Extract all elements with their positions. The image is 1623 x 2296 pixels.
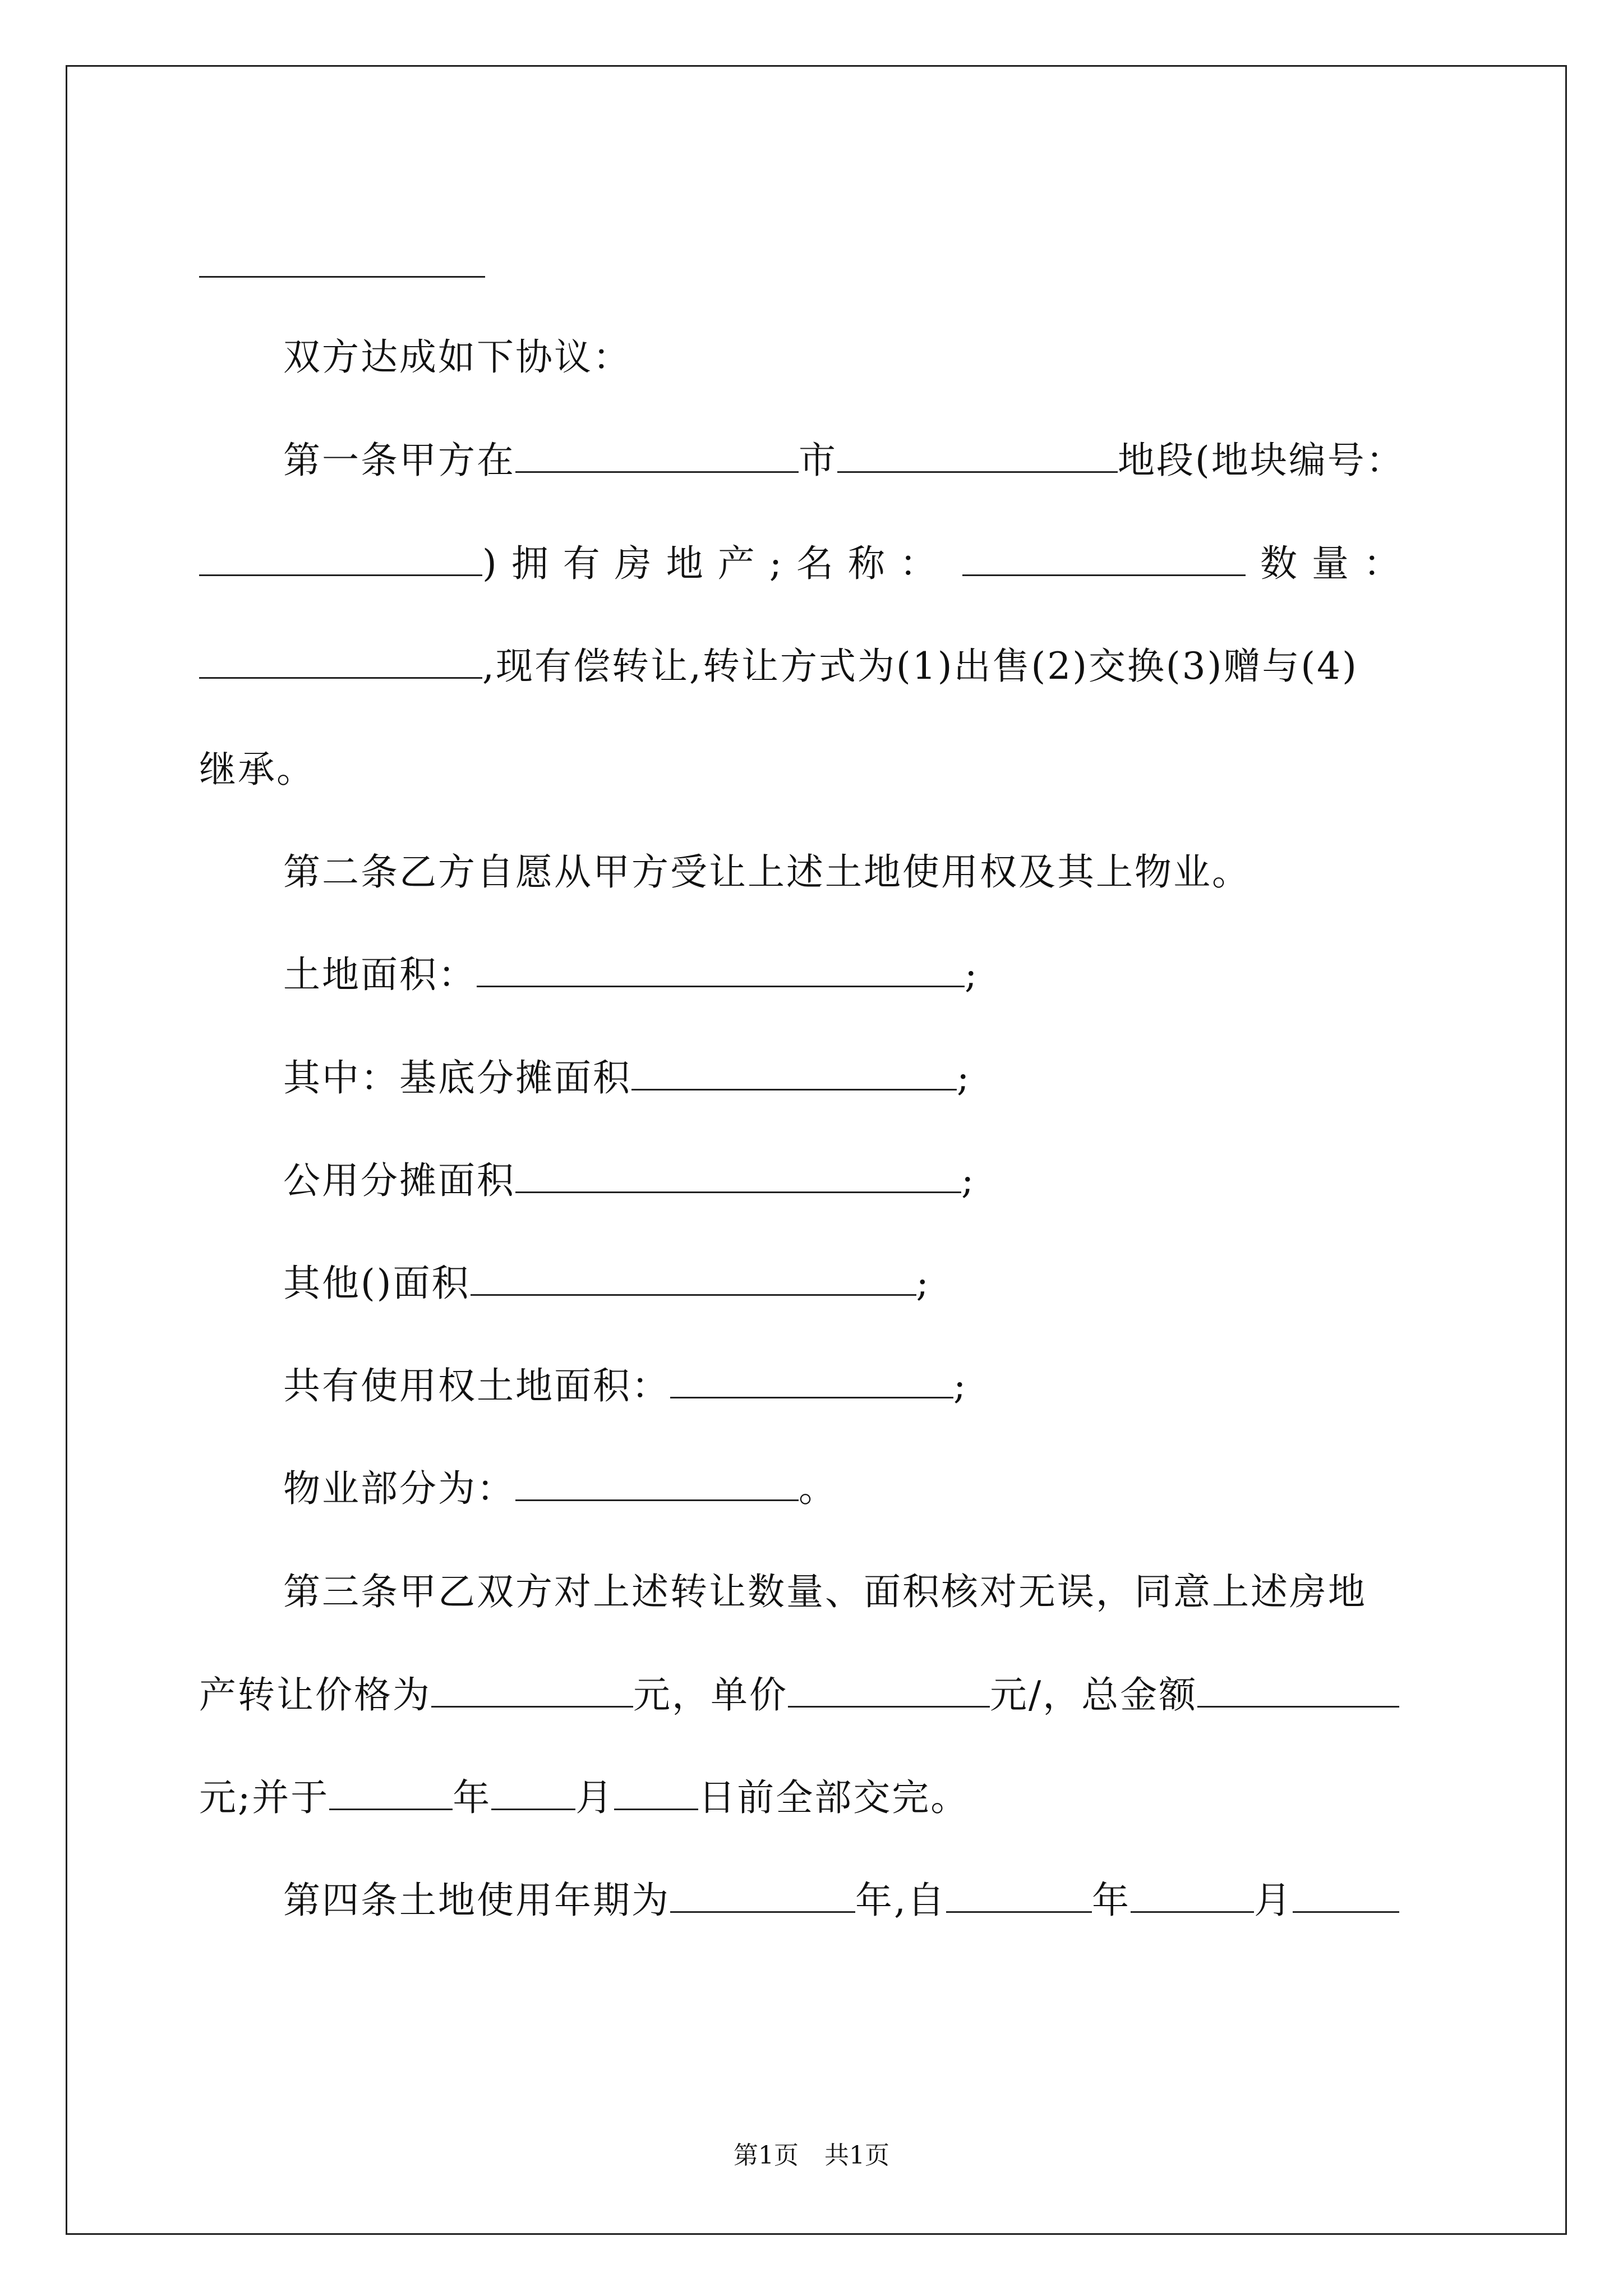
fill-blank xyxy=(1293,1881,1399,1913)
article-3-line-3 xyxy=(199,1775,1433,1820)
text: 月 xyxy=(1253,1879,1293,1922)
fill-blank xyxy=(515,1469,799,1501)
text: 元;并于 xyxy=(199,1776,330,1819)
property-part-line xyxy=(283,1466,1517,1511)
fill-blank xyxy=(670,1881,855,1913)
text: 其他()面积 xyxy=(283,1262,471,1305)
fill-blank xyxy=(837,441,1118,473)
fill-blank xyxy=(614,1778,698,1810)
text: ; xyxy=(916,1262,930,1305)
text: ; xyxy=(965,953,979,996)
article-1-line-1 xyxy=(283,438,1517,483)
text: 。 xyxy=(799,1467,837,1510)
fill-blank xyxy=(431,1676,633,1708)
text: 年 xyxy=(1091,1879,1131,1922)
article-1-line-4: 继承。 xyxy=(199,748,315,791)
fill-blank xyxy=(329,1778,453,1810)
text: ; xyxy=(961,1159,976,1202)
fill-blank xyxy=(515,441,799,473)
text: 元，单价 xyxy=(633,1673,788,1717)
leading-blank-line xyxy=(199,243,1433,288)
other-area-line xyxy=(283,1261,1517,1306)
text: 月 xyxy=(575,1776,615,1819)
article-3-line-1: 第三条甲乙双方对上述转让数量、面积核对无误，同意上述房地 xyxy=(283,1570,1367,1613)
fill-blank xyxy=(1131,1881,1254,1913)
text: 年,自 xyxy=(855,1879,946,1922)
fill-blank xyxy=(199,647,482,679)
fill-blank xyxy=(788,1676,990,1708)
text: )拥有房地产;名称： xyxy=(482,542,951,585)
text: 土地面积： xyxy=(283,953,477,996)
article-1-line-3 xyxy=(199,644,1433,689)
text: 其中：基底分摊面积 xyxy=(283,1056,631,1099)
article-2: 第二条乙方自愿从甲方受让上述土地使用权及其上物业。 xyxy=(283,850,1251,894)
fill-blank xyxy=(199,544,482,576)
text: 产转让价格为 xyxy=(199,1673,431,1717)
text: ,现有偿转让,转让方式为(1)出售(2)交换(3)赠与(4) xyxy=(482,645,1358,688)
text: ; xyxy=(953,1364,968,1407)
fill-blank xyxy=(1197,1676,1399,1708)
fill-blank xyxy=(670,1366,953,1398)
fill-blank xyxy=(962,544,1246,576)
text: 年 xyxy=(453,1776,492,1819)
fill-blank xyxy=(199,246,485,278)
text: 市 xyxy=(799,439,837,482)
text: 第一条甲方在 xyxy=(283,439,515,482)
page-footer xyxy=(0,2140,1623,2171)
fill-blank xyxy=(631,1059,957,1091)
text: 共有使用权土地面积： xyxy=(283,1364,670,1407)
text: 物业部分为： xyxy=(283,1467,515,1510)
shared-area-line xyxy=(283,1158,1517,1203)
text: 第四条土地使用年期为 xyxy=(283,1879,670,1922)
page-total: 共1页 xyxy=(824,2141,889,2170)
text: ; xyxy=(957,1056,971,1099)
page-number: 第1页 xyxy=(734,2141,799,2170)
agreement-intro: 双方达成如下协议： xyxy=(283,335,631,379)
fill-blank xyxy=(515,1161,961,1193)
text: 元/，总金额 xyxy=(990,1673,1198,1717)
co-use-area-line xyxy=(283,1364,1517,1409)
text: 地段(地块编号： xyxy=(1118,439,1405,482)
base-area-line xyxy=(283,1056,1517,1101)
fill-blank xyxy=(471,1264,916,1296)
text: 公用分摊面积 xyxy=(283,1159,515,1202)
text: 日前全部交完。 xyxy=(698,1776,970,1819)
land-area-line xyxy=(283,953,1517,997)
fill-blank xyxy=(477,955,965,987)
fill-blank xyxy=(946,1881,1092,1913)
text: 数量： xyxy=(1260,542,1415,585)
article-1-line-2 xyxy=(199,541,1433,586)
article-4-line-1 xyxy=(283,1878,1517,1923)
article-3-line-2 xyxy=(199,1673,1433,1718)
fill-blank xyxy=(491,1778,575,1810)
